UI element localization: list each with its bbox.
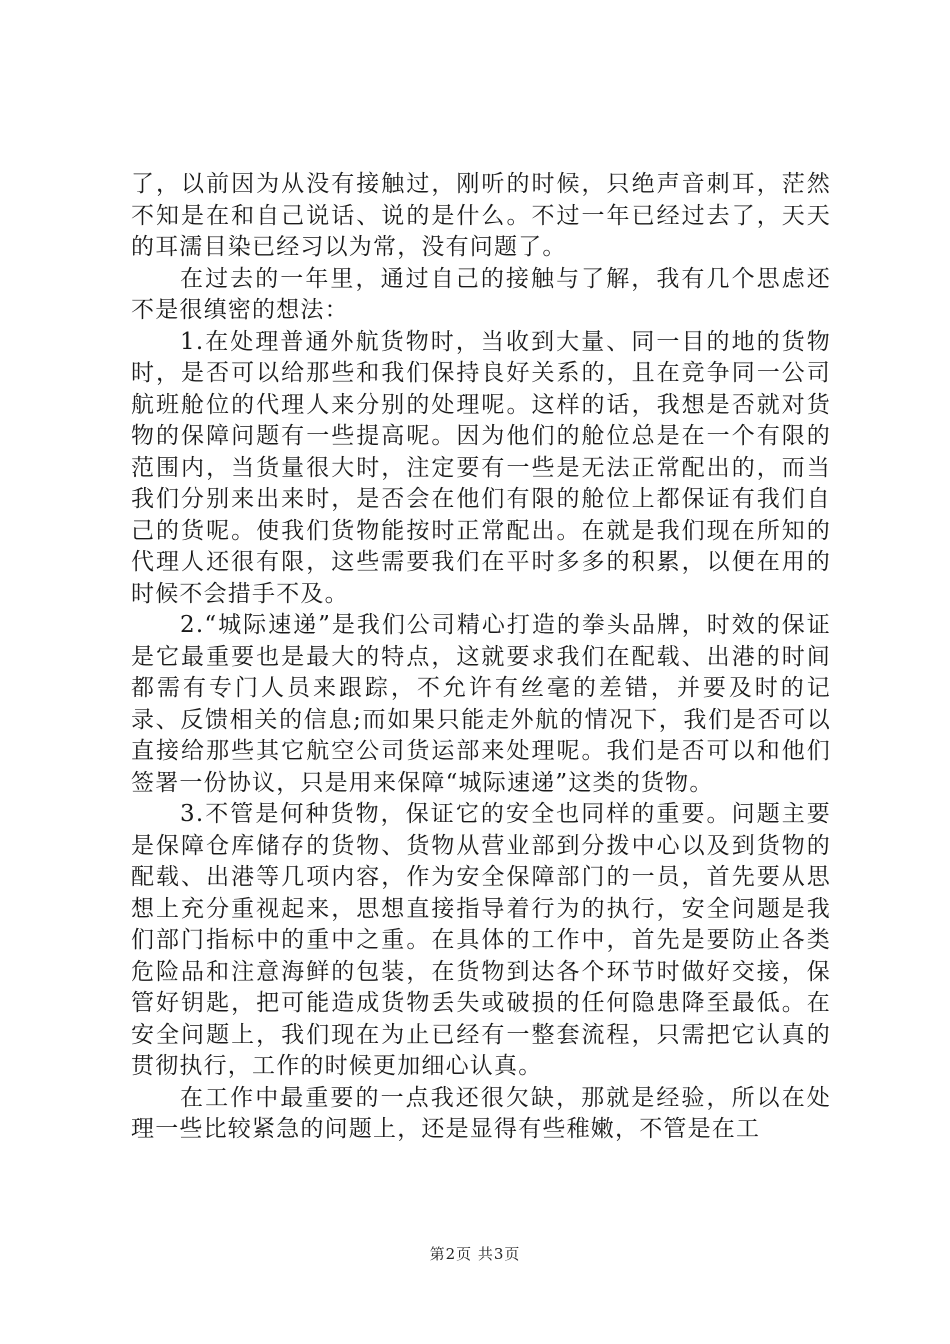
paragraph-2: 在过去的一年里，通过自己的接触与了解，我有几个思虑还不是很缜密的想法： xyxy=(131,265,831,323)
paragraph-6: 在工作中最重要的一点我还很欠缺，那就是经验，所以在处理一些比较紧急的问题上，还是显得有些稚嫩，不管是在工 xyxy=(131,1084,831,1142)
paragraph-3: 1.在处理普通外航货物时，当收到大量、同一目的地的货物时，是否可以给那些和我们保持良好关系的，且在竞争同一公司航班舱位的代理人来分别的处理呢。这样的话，我想是否就对货物的保障问题有一些提高呢。因为他们的舱位总是在一个有限的范围内，当货量很大时，注定要有一些是无法正常配出的，而当我们分别来出来时，是否会在他们有限的舱位上都保证有我们自己的货呢。使我们货物能按时正常配出。在就是我们现在所知的代理人还很有限，这些需要我们在平时多多的积累，以便在用的时候不会措手不及。 xyxy=(131,328,831,607)
paragraph-5: 3.不管是何种货物，保证它的安全也同样的重要。问题主要是保障仓库储存的货物、货物从营业部到分拨中心以及到货物的配载、出港等几项内容，作为安全保障部门的一员，首先要从思想上充分重视起来，思想直接指导着行为的执行，安全问题是我们部门指标中的重中之重。在具体的工作中，首先是要防止各类危险品和注意海鲜的包装，在货物到达各个环节时做好交接，保管好钥匙，把可能造成货物丢失或破损的任何隐患降至最低。在安全问题上，我们现在为止已经有一整套流程，只需把它认真的贯彻执行，工作的时候更加细心认真。 xyxy=(131,801,831,1079)
document-body xyxy=(131,169,831,1146)
page-number-footer: 第2页 共3页 xyxy=(429,1245,521,1263)
paragraph-1: 了，以前因为从没有接触过，刚听的时候，只绝声音刺耳，茫然不知是在和自己说话、说的是什么。不过一年已经过去了，天天的耳濡目染已经习以为常，没有问题了。 xyxy=(131,171,831,260)
paragraph-4: 2.“城际速递”是我们公司精心打造的拳头品牌，时效的保证是它最重要也是最大的特点，这就要求我们在配载、出港的时间都需有专门人员来跟踪，不允许有丝毫的差错，并要及时的记录、反馈相关的信息;而如果只能走外航的情况下，我们是否可以直接给那些其它航空公司货运部来处理呢。我们是否可以和他们签署一份协议，只是用来保障“城际速递”这类的货物。 xyxy=(131,612,831,796)
